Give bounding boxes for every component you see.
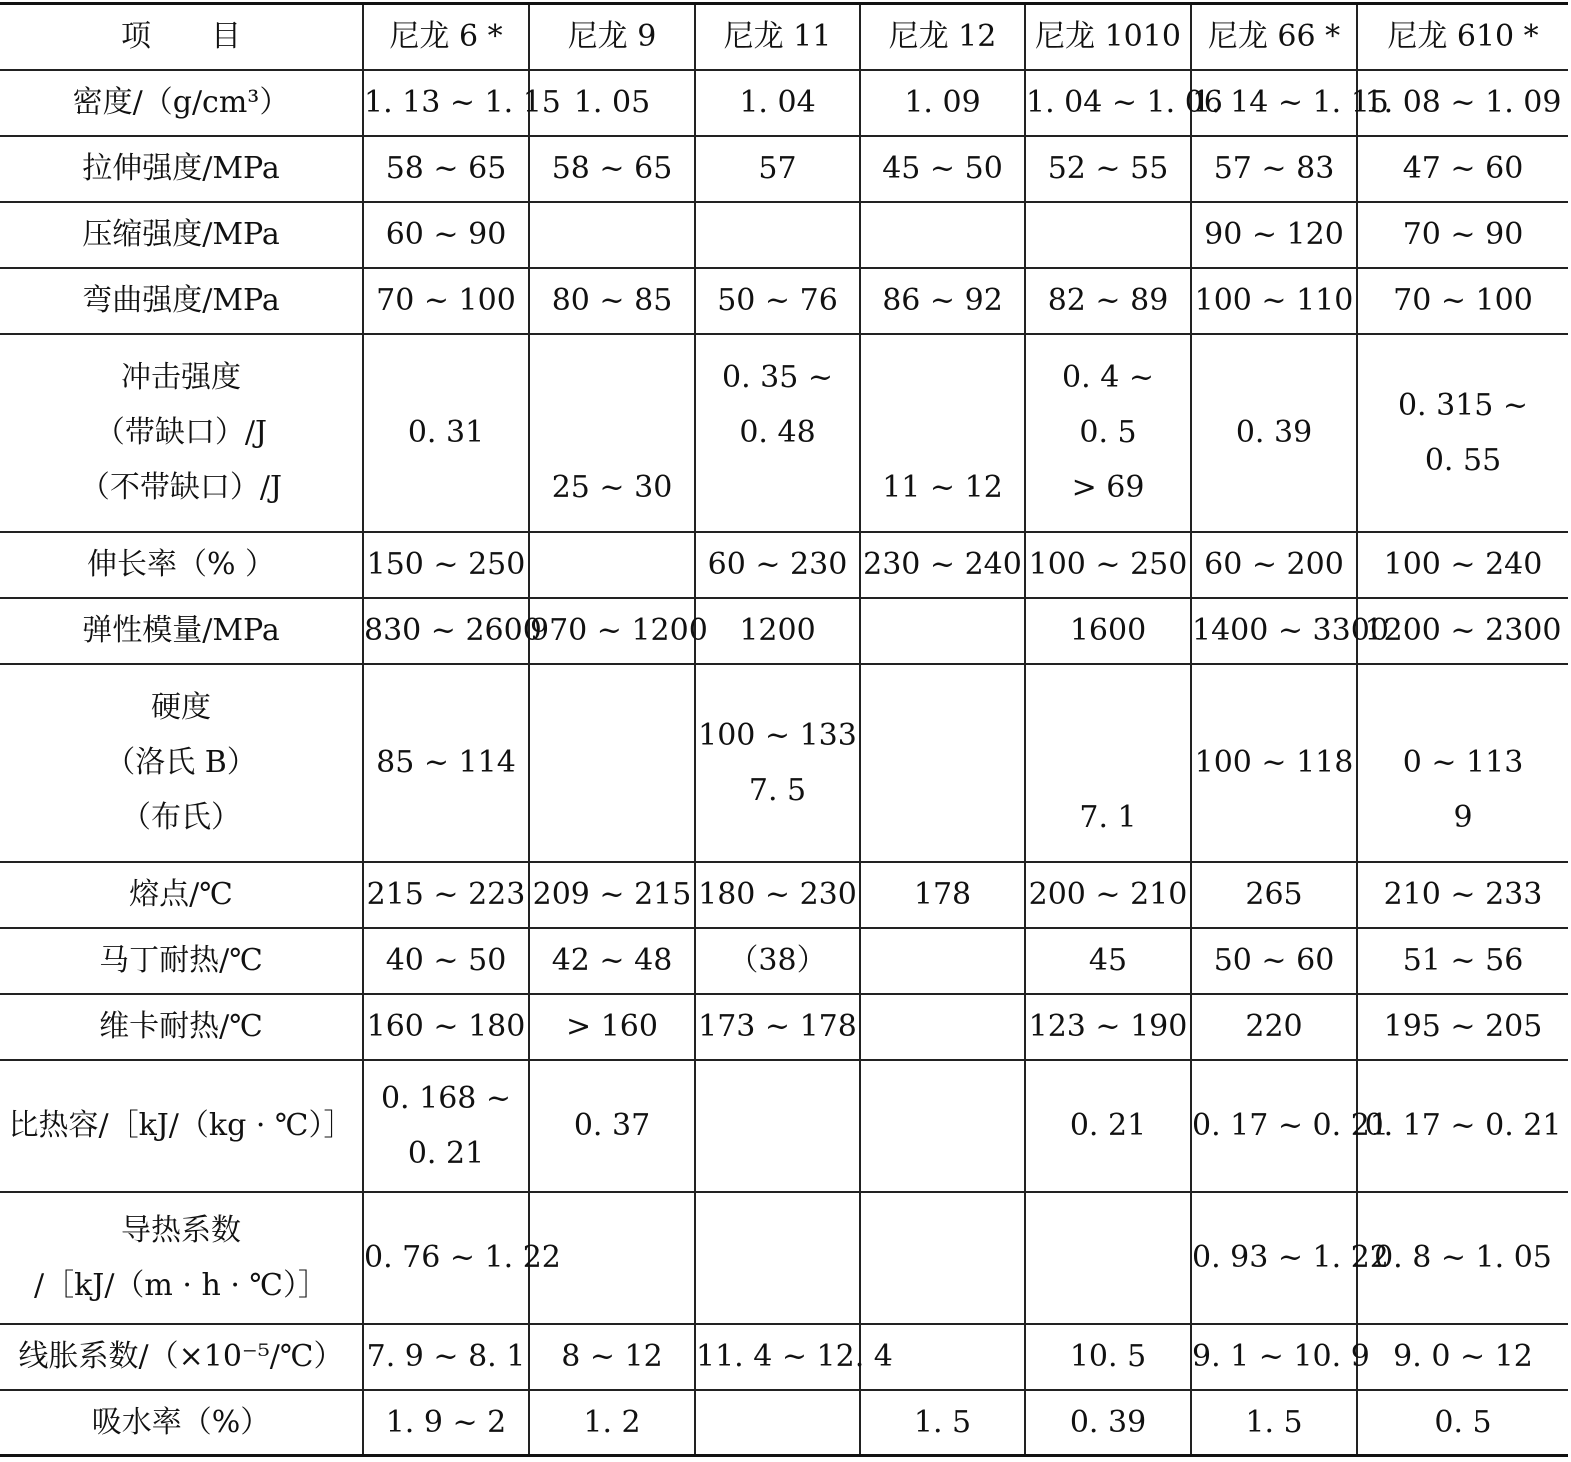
cell-line: 100 ~ 133 xyxy=(698,717,857,753)
cell-line: 0. 35 ~ xyxy=(721,360,833,395)
value-cell xyxy=(860,136,1025,202)
cell-line: 265 xyxy=(1245,877,1303,912)
value-cell xyxy=(695,994,860,1060)
value-cell xyxy=(363,598,542,664)
value-cell xyxy=(695,862,860,928)
value-cell xyxy=(1191,1192,1389,1324)
cell-line: 1. 04 ~ 1. 06 xyxy=(1026,85,1223,120)
value-cell xyxy=(1191,664,1357,862)
cell-line: 50 ~ 60 xyxy=(1213,943,1335,978)
cell-line xyxy=(530,405,694,460)
cell-line xyxy=(861,933,1024,988)
property-label xyxy=(0,202,363,268)
cell-line: 7. 9 ~ 8. 1 xyxy=(366,1339,526,1374)
value-cell xyxy=(695,202,860,268)
value-cell xyxy=(860,532,1025,598)
cell-line: 1. 08 ~ 1. 09 xyxy=(1364,85,1562,120)
cell-line: （不带缺口）/J xyxy=(79,470,283,505)
value-cell xyxy=(363,268,529,334)
value-cell xyxy=(1191,532,1357,598)
value-cell xyxy=(1191,70,1389,136)
cell-line: 70 ~ 90 xyxy=(1402,217,1524,252)
value-cell xyxy=(1357,664,1568,862)
cell-line xyxy=(696,1098,859,1153)
value-cell xyxy=(529,598,708,664)
cell-line: 830 ~ 2600 xyxy=(364,613,542,648)
value-cell xyxy=(1357,928,1568,994)
value-cell xyxy=(695,268,860,334)
cell-line: 0. 39 xyxy=(1235,415,1313,450)
cell-line: 57 xyxy=(758,151,797,186)
property-label xyxy=(0,1390,363,1456)
table-row xyxy=(0,268,1568,334)
value-cell xyxy=(363,664,529,862)
cell-line xyxy=(1192,350,1356,405)
value-cell xyxy=(1191,994,1357,1060)
cell-line: 1. 2 xyxy=(583,1404,641,1440)
value-cell xyxy=(1025,598,1191,664)
value-cell xyxy=(363,928,529,994)
cell-line: 50 ~ 76 xyxy=(717,283,838,318)
cell-line xyxy=(861,405,1024,460)
cell-line: 压缩强度/MPa xyxy=(82,217,280,252)
cell-line: 密度/（g/cm³） xyxy=(72,85,290,120)
cell-line xyxy=(861,735,1024,790)
cell-line: 弹性模量/MPa xyxy=(82,613,280,648)
cell-line xyxy=(861,1098,1024,1153)
cell-line: （38） xyxy=(728,943,827,978)
value-cell xyxy=(529,862,695,928)
cell-line xyxy=(364,350,528,405)
cell-line: 173 ~ 178 xyxy=(698,1009,857,1044)
cell-line: 1200 xyxy=(739,613,816,648)
value-cell xyxy=(1025,136,1191,202)
table-row xyxy=(0,334,1568,532)
value-cell xyxy=(1191,862,1357,928)
cell-line: 0. 76 ~ 1. 22 xyxy=(364,1240,561,1275)
value-cell xyxy=(363,202,529,268)
cell-line: 0. 168 ~ xyxy=(380,1080,512,1116)
value-cell xyxy=(1357,994,1568,1060)
cell-line: 1600 xyxy=(1069,613,1147,648)
cell-line: 0. 37 xyxy=(573,1108,651,1143)
cell-line: 86 ~ 92 xyxy=(882,283,1003,318)
cell-line: 82 ~ 89 xyxy=(1047,283,1169,318)
cell-line: （布氏） xyxy=(121,800,241,835)
cell-line xyxy=(696,1395,859,1450)
value-cell xyxy=(1357,1390,1568,1456)
value-cell xyxy=(860,1390,1025,1456)
cell-line xyxy=(1192,790,1356,845)
cell-line: 51 ~ 56 xyxy=(1402,943,1524,978)
table-row xyxy=(0,202,1568,268)
cell-line: 210 ~ 233 xyxy=(1383,877,1543,912)
property-label xyxy=(0,136,363,202)
cell-line: 230 ~ 240 xyxy=(863,547,1022,582)
cell-line: 0. 39 xyxy=(1069,1404,1147,1440)
property-label xyxy=(0,1060,363,1192)
value-cell xyxy=(1357,70,1568,136)
value-cell xyxy=(1025,334,1191,532)
cell-line: 215 ~ 223 xyxy=(366,877,526,912)
cell-line: （带缺口）/J xyxy=(94,415,268,450)
cell-line: 0. 93 ~ 1. 22 xyxy=(1192,1240,1389,1275)
cell-line: 伸长率（% ） xyxy=(86,547,276,582)
cell-line xyxy=(861,350,1024,405)
cell-line: 1. 5 xyxy=(1245,1404,1303,1440)
value-cell xyxy=(1357,598,1568,664)
value-cell xyxy=(363,1324,529,1390)
value-cell xyxy=(1191,334,1357,532)
value-cell xyxy=(860,268,1025,334)
cell-line: 9 xyxy=(1453,800,1473,835)
table-row xyxy=(0,1060,1568,1192)
cell-line xyxy=(861,999,1024,1054)
property-label xyxy=(0,598,363,664)
property-label xyxy=(0,1324,363,1390)
cell-line: 8 ~ 12 xyxy=(561,1339,663,1374)
value-cell xyxy=(1025,862,1191,928)
cell-line xyxy=(364,790,528,845)
cell-line: /［kJ/（m · h · ℃）］ xyxy=(34,1267,328,1303)
value-cell xyxy=(1025,202,1191,268)
value-cell xyxy=(860,664,1025,862)
header-nylon-grade: 尼龙 11 xyxy=(695,4,860,70)
cell-line: 0. 315 ~ xyxy=(1397,387,1529,423)
table-row xyxy=(0,1324,1568,1390)
cell-line: 100 ~ 110 xyxy=(1194,283,1354,318)
value-cell xyxy=(1357,1324,1568,1390)
cell-line: 52 ~ 55 xyxy=(1047,151,1169,186)
cell-line: 100 ~ 250 xyxy=(1028,547,1188,582)
value-cell xyxy=(695,1390,860,1456)
value-cell xyxy=(1025,994,1191,1060)
value-cell xyxy=(529,268,695,334)
value-cell xyxy=(695,1324,893,1390)
cell-line: 9. 0 ~ 12 xyxy=(1393,1339,1533,1374)
cell-line: 25 ~ 30 xyxy=(551,470,673,505)
cell-line: 200 ~ 210 xyxy=(1028,877,1188,912)
value-cell xyxy=(1025,664,1191,862)
table-row xyxy=(0,994,1568,1060)
value-cell xyxy=(1191,928,1357,994)
property-label xyxy=(0,1192,363,1324)
cell-line: 195 ~ 205 xyxy=(1383,1009,1543,1044)
cell-line xyxy=(1358,680,1568,735)
value-cell xyxy=(1191,598,1389,664)
value-cell xyxy=(1025,1192,1191,1324)
value-cell xyxy=(529,1060,695,1192)
value-cell xyxy=(1025,1324,1191,1390)
value-cell xyxy=(363,334,529,532)
table-row xyxy=(0,1390,1568,1456)
cell-line: 60 ~ 230 xyxy=(707,547,848,582)
property-label xyxy=(0,334,363,532)
cell-line: 拉伸强度/MPa xyxy=(82,151,280,186)
cell-line: 冲击强度 xyxy=(121,360,241,395)
cell-line: 熔点/℃ xyxy=(129,877,233,912)
cell-line: > 160 xyxy=(566,1009,658,1044)
value-cell xyxy=(860,862,1025,928)
cell-line xyxy=(1026,1230,1190,1285)
value-cell xyxy=(529,202,695,268)
property-label xyxy=(0,862,363,928)
value-cell xyxy=(1357,1192,1568,1324)
value-cell xyxy=(695,70,860,136)
cell-line: 比热容/［kJ/（kg · ℃）］ xyxy=(8,1108,354,1143)
cell-line: 0. 5 xyxy=(1434,1404,1492,1440)
cell-line: > 69 xyxy=(1071,470,1145,505)
value-cell xyxy=(860,1192,1025,1324)
cell-line: 弯曲强度/MPa xyxy=(82,283,280,318)
value-cell xyxy=(860,994,1025,1060)
cell-line: 150 ~ 250 xyxy=(366,547,526,582)
value-cell xyxy=(529,532,695,598)
cell-line xyxy=(861,1230,1024,1285)
value-cell xyxy=(695,532,860,598)
cell-line xyxy=(861,603,1024,658)
value-cell xyxy=(695,1192,860,1324)
cell-line: 9. 1 ~ 10. 9 xyxy=(1192,1339,1370,1374)
cell-line: 70 ~ 100 xyxy=(1393,283,1533,318)
value-cell xyxy=(1025,268,1191,334)
cell-line xyxy=(364,460,528,515)
cell-line: 209 ~ 215 xyxy=(532,877,692,912)
property-label xyxy=(0,268,363,334)
header-nylon-grade: 尼龙 1010 xyxy=(1025,4,1191,70)
value-cell xyxy=(363,532,529,598)
cell-line: 吸水率（%） xyxy=(91,1404,271,1440)
value-cell xyxy=(363,70,561,136)
cell-line: 60 ~ 90 xyxy=(385,217,507,252)
cell-line: 40 ~ 50 xyxy=(385,943,507,978)
cell-line: 100 ~ 118 xyxy=(1194,745,1354,780)
value-cell xyxy=(1357,268,1568,334)
value-cell xyxy=(529,1324,695,1390)
cell-line xyxy=(1192,680,1356,735)
value-cell xyxy=(860,1060,1025,1192)
cell-line: 1. 04 xyxy=(739,85,816,120)
value-cell xyxy=(1191,1324,1370,1390)
value-cell xyxy=(1357,532,1568,598)
cell-line xyxy=(1026,207,1190,262)
value-cell xyxy=(1357,334,1568,532)
cell-line: 硬度 xyxy=(151,690,211,725)
header-nylon-grade: 尼龙 9 xyxy=(529,4,695,70)
cell-line: 57 ~ 83 xyxy=(1213,151,1335,186)
table-row xyxy=(0,862,1568,928)
cell-line xyxy=(530,207,694,262)
cell-line: 47 ~ 60 xyxy=(1402,151,1524,186)
cell-line: 导热系数 xyxy=(121,1212,241,1248)
table-row xyxy=(0,532,1568,598)
cell-line xyxy=(1026,735,1190,790)
value-cell xyxy=(363,1390,529,1456)
cell-line: 1200 ~ 2300 xyxy=(1364,613,1562,648)
cell-line: 11. 4 ~ 12. 4 xyxy=(696,1339,893,1374)
cell-line: 85 ~ 114 xyxy=(376,745,516,780)
cell-line: 0 ~ 113 xyxy=(1402,745,1524,780)
table-row xyxy=(0,598,1568,664)
value-cell xyxy=(695,664,860,862)
cell-line: 0. 55 xyxy=(1424,442,1502,478)
cell-line: 1400 ~ 3300 xyxy=(1192,613,1389,648)
cell-line: 60 ~ 200 xyxy=(1204,547,1344,582)
cell-line: 1. 14 ~ 1. 15 xyxy=(1192,85,1389,120)
property-label xyxy=(0,994,363,1060)
cell-line: 1. 09 xyxy=(904,85,981,120)
value-cell xyxy=(695,1060,860,1192)
table-body xyxy=(0,4,1568,1456)
value-cell xyxy=(860,928,1025,994)
header-nylon-grade: 尼龙 12 xyxy=(860,4,1025,70)
cell-line xyxy=(696,1230,859,1285)
cell-line: 45 ~ 50 xyxy=(882,151,1003,186)
value-cell xyxy=(529,994,695,1060)
header-row xyxy=(0,4,1568,70)
value-cell xyxy=(860,334,1025,532)
cell-line: 45 xyxy=(1088,943,1128,978)
property-label xyxy=(0,664,363,862)
cell-line: 7. 5 xyxy=(748,772,807,808)
cell-line: 0. 5 xyxy=(1079,415,1137,450)
cell-line: 马丁耐热/℃ xyxy=(99,943,263,978)
cell-line: 178 xyxy=(913,877,972,912)
cell-line: 80 ~ 85 xyxy=(551,283,673,318)
cell-line xyxy=(530,537,694,592)
value-cell xyxy=(860,598,1025,664)
cell-line: 90 ~ 120 xyxy=(1204,217,1344,252)
value-cell xyxy=(529,334,695,532)
cell-line: 0. 21 xyxy=(1069,1108,1147,1143)
cell-line xyxy=(861,207,1024,262)
value-cell xyxy=(363,1192,561,1324)
header-item: 项 目 xyxy=(0,4,363,70)
cell-line: 220 xyxy=(1245,1009,1303,1044)
value-cell xyxy=(1191,268,1357,334)
cell-line xyxy=(696,207,859,262)
value-cell xyxy=(363,1060,529,1192)
value-cell xyxy=(1357,1060,1568,1192)
cell-line: 0. 8 ~ 1. 05 xyxy=(1374,1240,1552,1275)
cell-line: 180 ~ 230 xyxy=(698,877,857,912)
value-cell xyxy=(529,136,695,202)
value-cell xyxy=(363,136,529,202)
table-row xyxy=(0,136,1568,202)
value-cell xyxy=(1025,70,1223,136)
cell-line xyxy=(364,680,528,735)
value-cell xyxy=(695,598,860,664)
value-cell xyxy=(1191,202,1357,268)
header-nylon-grade: 尼龙 610 * xyxy=(1357,4,1568,70)
cell-line: 线胀系数/（×10⁻⁵/℃） xyxy=(18,1339,344,1374)
value-cell xyxy=(1025,928,1191,994)
value-cell xyxy=(1357,136,1568,202)
property-label xyxy=(0,532,363,598)
cell-line: 7. 1 xyxy=(1079,800,1137,835)
value-cell xyxy=(363,994,529,1060)
cell-line: 123 ~ 190 xyxy=(1028,1009,1188,1044)
cell-line: 11 ~ 12 xyxy=(882,470,1003,505)
cell-line: 100 ~ 240 xyxy=(1383,547,1543,582)
value-cell xyxy=(529,1390,695,1456)
value-cell xyxy=(860,202,1025,268)
value-cell xyxy=(1025,1060,1191,1192)
property-label xyxy=(0,928,363,994)
cell-line: 1. 05 xyxy=(573,85,651,120)
value-cell xyxy=(1357,862,1568,928)
cell-line: 70 ~ 100 xyxy=(376,283,516,318)
table-row xyxy=(0,70,1568,136)
cell-line: 58 ~ 65 xyxy=(385,151,507,186)
value-cell xyxy=(1191,1390,1357,1456)
value-cell xyxy=(695,136,860,202)
value-cell xyxy=(1025,1390,1191,1456)
header-nylon-grade: 尼龙 6 * xyxy=(363,4,529,70)
table-row xyxy=(0,928,1568,994)
cell-line: （洛氏 B） xyxy=(105,745,257,780)
value-cell xyxy=(1025,532,1191,598)
property-label xyxy=(0,70,363,136)
cell-line xyxy=(530,735,694,790)
value-cell xyxy=(529,928,695,994)
table-row xyxy=(0,664,1568,862)
cell-line: 42 ~ 48 xyxy=(551,943,673,978)
cell-line: 58 ~ 65 xyxy=(551,151,673,186)
table-row xyxy=(0,1192,1568,1324)
cell-line: 1. 9 ~ 2 xyxy=(385,1404,507,1440)
cell-line: 0. 17 ~ 0. 21 xyxy=(1364,1108,1562,1143)
cell-line: 160 ~ 180 xyxy=(366,1009,526,1044)
cell-line: 0. 17 ~ 0. 21 xyxy=(1192,1108,1389,1143)
value-cell xyxy=(695,334,860,532)
cell-line: 维卡耐热/℃ xyxy=(99,1009,263,1044)
cell-line: 0. 48 xyxy=(739,415,816,450)
cell-line: 10. 5 xyxy=(1069,1339,1147,1374)
value-cell xyxy=(1191,136,1357,202)
value-cell xyxy=(1357,202,1568,268)
value-cell xyxy=(529,664,695,862)
value-cell xyxy=(363,862,529,928)
header-nylon-grade: 尼龙 66 * xyxy=(1191,4,1357,70)
nylon-properties-table xyxy=(0,2,1568,1457)
cell-line xyxy=(1026,680,1190,735)
cell-line xyxy=(1192,460,1356,515)
cell-line xyxy=(530,350,694,405)
value-cell xyxy=(695,928,860,994)
cell-line: 0. 4 ~ xyxy=(1062,360,1154,395)
cell-line: 0. 31 xyxy=(407,415,485,450)
cell-line: 1. 5 xyxy=(913,1404,972,1440)
cell-line xyxy=(696,460,859,515)
value-cell xyxy=(860,70,1025,136)
value-cell xyxy=(1191,1060,1389,1192)
cell-line: 1. 13 ~ 1. 15 xyxy=(364,85,561,120)
cell-line: 0. 21 xyxy=(407,1135,485,1171)
cell-line: 970 ~ 1200 xyxy=(530,613,708,648)
